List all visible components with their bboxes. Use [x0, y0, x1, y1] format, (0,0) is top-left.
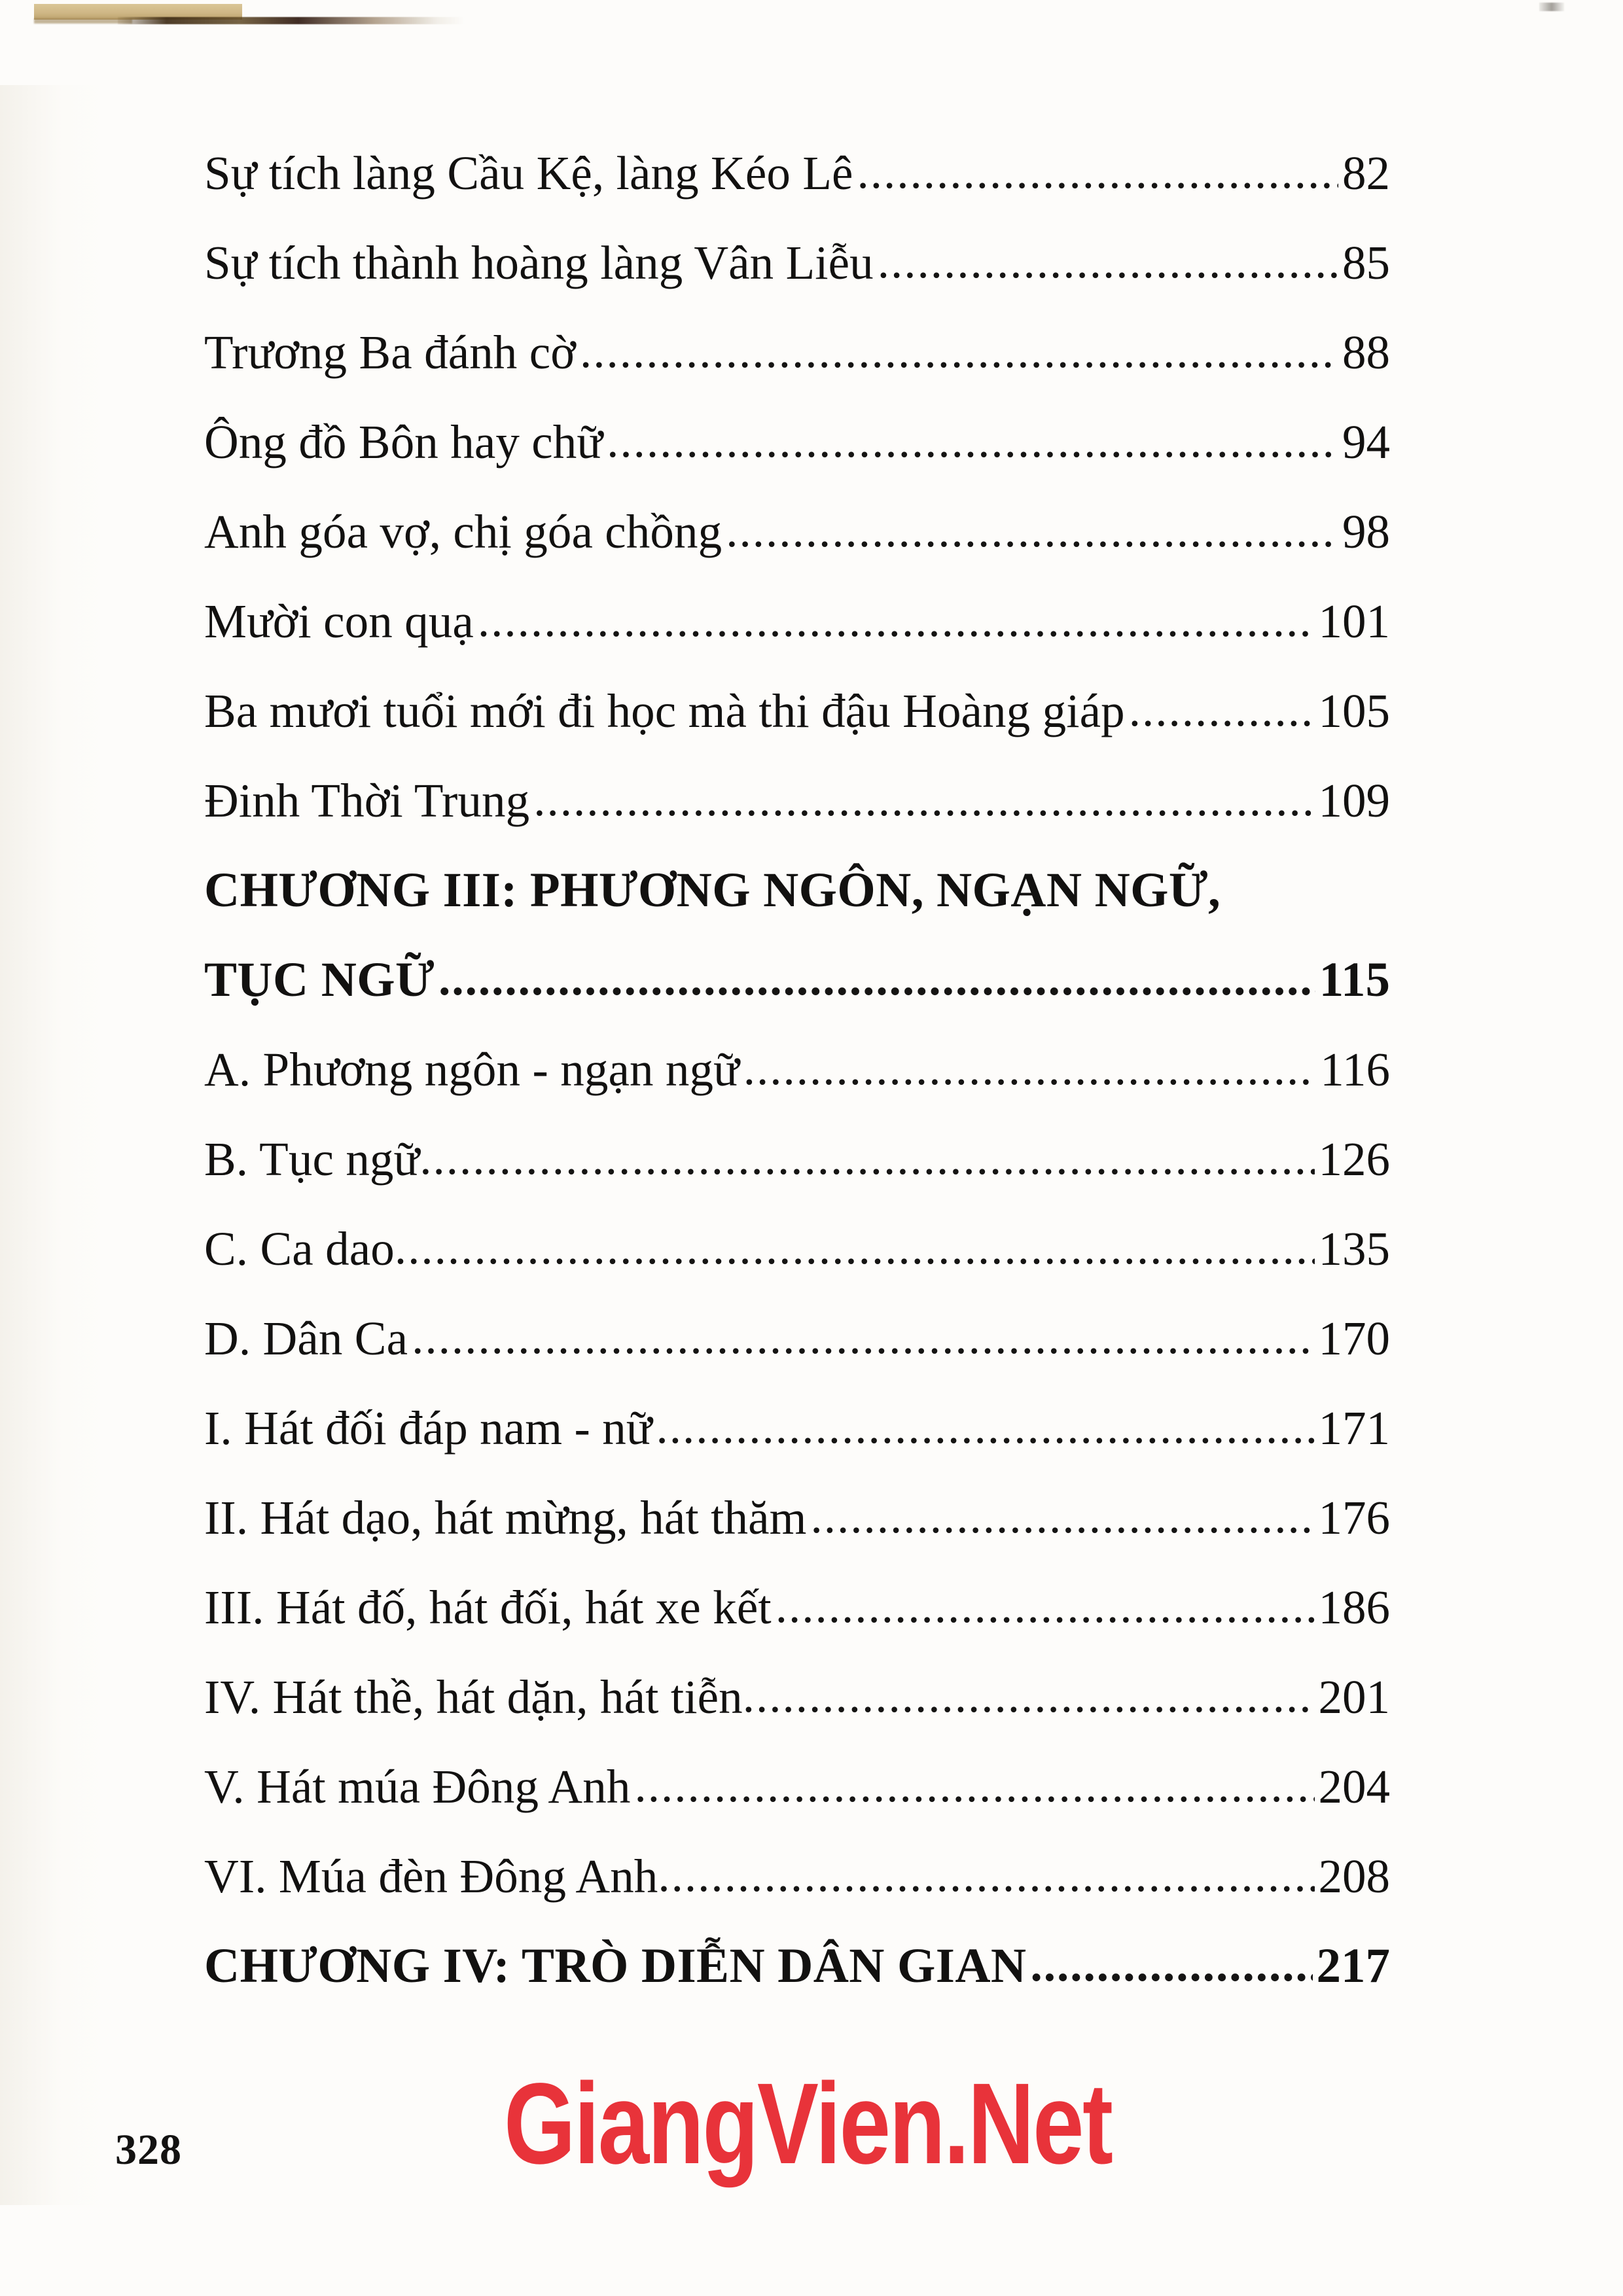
toc-leader-dots [607, 396, 1338, 486]
toc-entry-label: D. Dân Ca [204, 1312, 408, 1365]
scan-artifact-left-shadow [0, 85, 115, 2205]
toc-entry[interactable] [204, 1563, 1390, 1652]
toc-entry-label: Sự tích làng Cầu Kệ, làng Kéo Lê [204, 147, 853, 200]
toc-leader-dots [878, 217, 1338, 306]
toc-entry-page-number: 170 [1318, 1312, 1390, 1365]
watermark: GiangVien.Net [504, 2060, 1112, 2188]
toc-entry[interactable] [204, 1473, 1390, 1563]
toc-entry-page-number: 116 [1320, 1043, 1390, 1096]
toc-entry[interactable] [204, 1204, 1390, 1294]
toc-entry-page-number: 126 [1318, 1133, 1390, 1186]
toc-entry[interactable] [204, 1114, 1390, 1204]
toc-entry-label: C. Ca dao [204, 1222, 395, 1275]
toc-leader-dots [726, 486, 1338, 575]
toc-entry-label: B. Tục ngữ [204, 1133, 420, 1186]
toc-entry-page-number: 208 [1318, 1850, 1390, 1903]
toc-leader-dots [743, 1651, 1315, 1740]
toc-entry[interactable] [204, 1742, 1390, 1831]
toc-entry-label: V. Hát múa Đông Anh [204, 1760, 631, 1813]
toc-entry-page-number: 186 [1318, 1581, 1390, 1634]
page-number: 328 [115, 2126, 182, 2174]
toc-leader-dots [419, 1113, 1314, 1203]
toc-entry-page-number: 217 [1316, 1939, 1390, 1993]
toc-leader-dots [1129, 665, 1315, 754]
toc-entry-page-number: 101 [1318, 595, 1390, 648]
toc-leader-dots [658, 1830, 1314, 1920]
toc-entry[interactable] [204, 397, 1390, 487]
toc-entry-page-number: 135 [1318, 1222, 1390, 1275]
toc-entry-label: CHƯƠNG III: PHƯƠNG NGÔN, NGẠN NGỮ, [204, 863, 1221, 917]
scan-artifact-streak [118, 17, 465, 24]
toc-entry-label: IV. Hát thề, hát dặn, hát tiễn [204, 1670, 743, 1723]
toc-entry[interactable] [204, 308, 1390, 397]
toc-entry[interactable] [204, 845, 1390, 935]
toc-leader-dots [533, 754, 1314, 844]
toc-entry-page-number: 176 [1318, 1491, 1390, 1544]
toc-entry[interactable] [204, 1383, 1390, 1473]
toc-entry-label: III. Hát đố, hát đối, hát xe kết [204, 1581, 772, 1634]
toc-entry-page-number: 201 [1318, 1670, 1390, 1723]
toc-entry[interactable] [204, 1831, 1390, 1921]
toc-entry-label: Mười con quạ [204, 595, 474, 648]
toc-entry-page-number: 85 [1342, 236, 1390, 289]
toc-entry[interactable] [204, 1294, 1390, 1383]
toc-entry-label: I. Hát đối đáp nam - nữ [204, 1402, 652, 1455]
toc-entry-label: Trương Ba đánh cờ [204, 326, 576, 379]
toc-entry-label: Ông đồ Bôn hay chữ [204, 415, 603, 468]
toc-leader-dots [776, 1561, 1315, 1651]
toc-entry[interactable] [204, 666, 1390, 756]
toc-leader-dots [810, 1472, 1314, 1561]
toc-entry-label: CHƯƠNG IV: TRÒ DIỄN DÂN GIAN [204, 1939, 1027, 1993]
toc-leader-dots [478, 575, 1315, 665]
toc-entry-label: VI. Múa đèn Đông Anh [204, 1850, 658, 1903]
toc-entry[interactable] [204, 756, 1390, 845]
toc-entry[interactable] [204, 1025, 1390, 1114]
toc-leader-dots [412, 1292, 1314, 1382]
toc-entry-page-number: 82 [1342, 147, 1390, 200]
toc-leader-dots [656, 1382, 1315, 1472]
toc-entry-page-number: 94 [1342, 415, 1390, 468]
toc-entry-page-number: 98 [1342, 505, 1390, 558]
toc-entry-label: Đinh Thời Trung [204, 774, 530, 827]
toc-leader-dots [395, 1203, 1315, 1292]
toc-leader-dots [857, 127, 1338, 217]
toc-entry-label: A. Phương ngôn - ngạn ngữ [204, 1043, 740, 1096]
toc-leader-dots [580, 306, 1338, 396]
toc-entry[interactable] [204, 576, 1390, 666]
toc-entry-label: TỤC NGỮ [204, 953, 435, 1007]
toc-entry-label: Anh góa vợ, chị góa chồng [204, 505, 722, 558]
toc-entry-page-number: 105 [1318, 684, 1390, 737]
toc-entry-page-number: 171 [1318, 1402, 1390, 1455]
toc-leader-dots [743, 1023, 1316, 1113]
toc-entry-label: II. Hát dạo, hát mừng, hát thăm [204, 1491, 807, 1544]
toc-entry-page-number: 204 [1318, 1760, 1390, 1813]
table-of-contents [204, 128, 1390, 2011]
toc-leader-dots [634, 1740, 1314, 1830]
toc-entry-page-number: 88 [1342, 326, 1390, 379]
toc-entry[interactable] [204, 218, 1390, 308]
toc-entry-label: Sự tích thành hoàng làng Vân Liễu [204, 236, 874, 289]
toc-entry[interactable] [204, 128, 1390, 218]
toc-leader-dots [438, 934, 1315, 1023]
scan-artifact-smudge [1539, 3, 1564, 11]
toc-leader-dots [1030, 1920, 1312, 2009]
toc-entry[interactable] [204, 487, 1390, 576]
toc-entry-page-number: 109 [1318, 774, 1390, 827]
toc-entry[interactable] [204, 935, 1390, 1025]
toc-entry-page-number: 115 [1319, 953, 1390, 1007]
toc-entry[interactable] [204, 1921, 1390, 2011]
toc-entry[interactable] [204, 1652, 1390, 1742]
toc-entry-label: Ba mươi tuổi mới đi học mà thi đậu Hoàng giáp [204, 684, 1125, 737]
